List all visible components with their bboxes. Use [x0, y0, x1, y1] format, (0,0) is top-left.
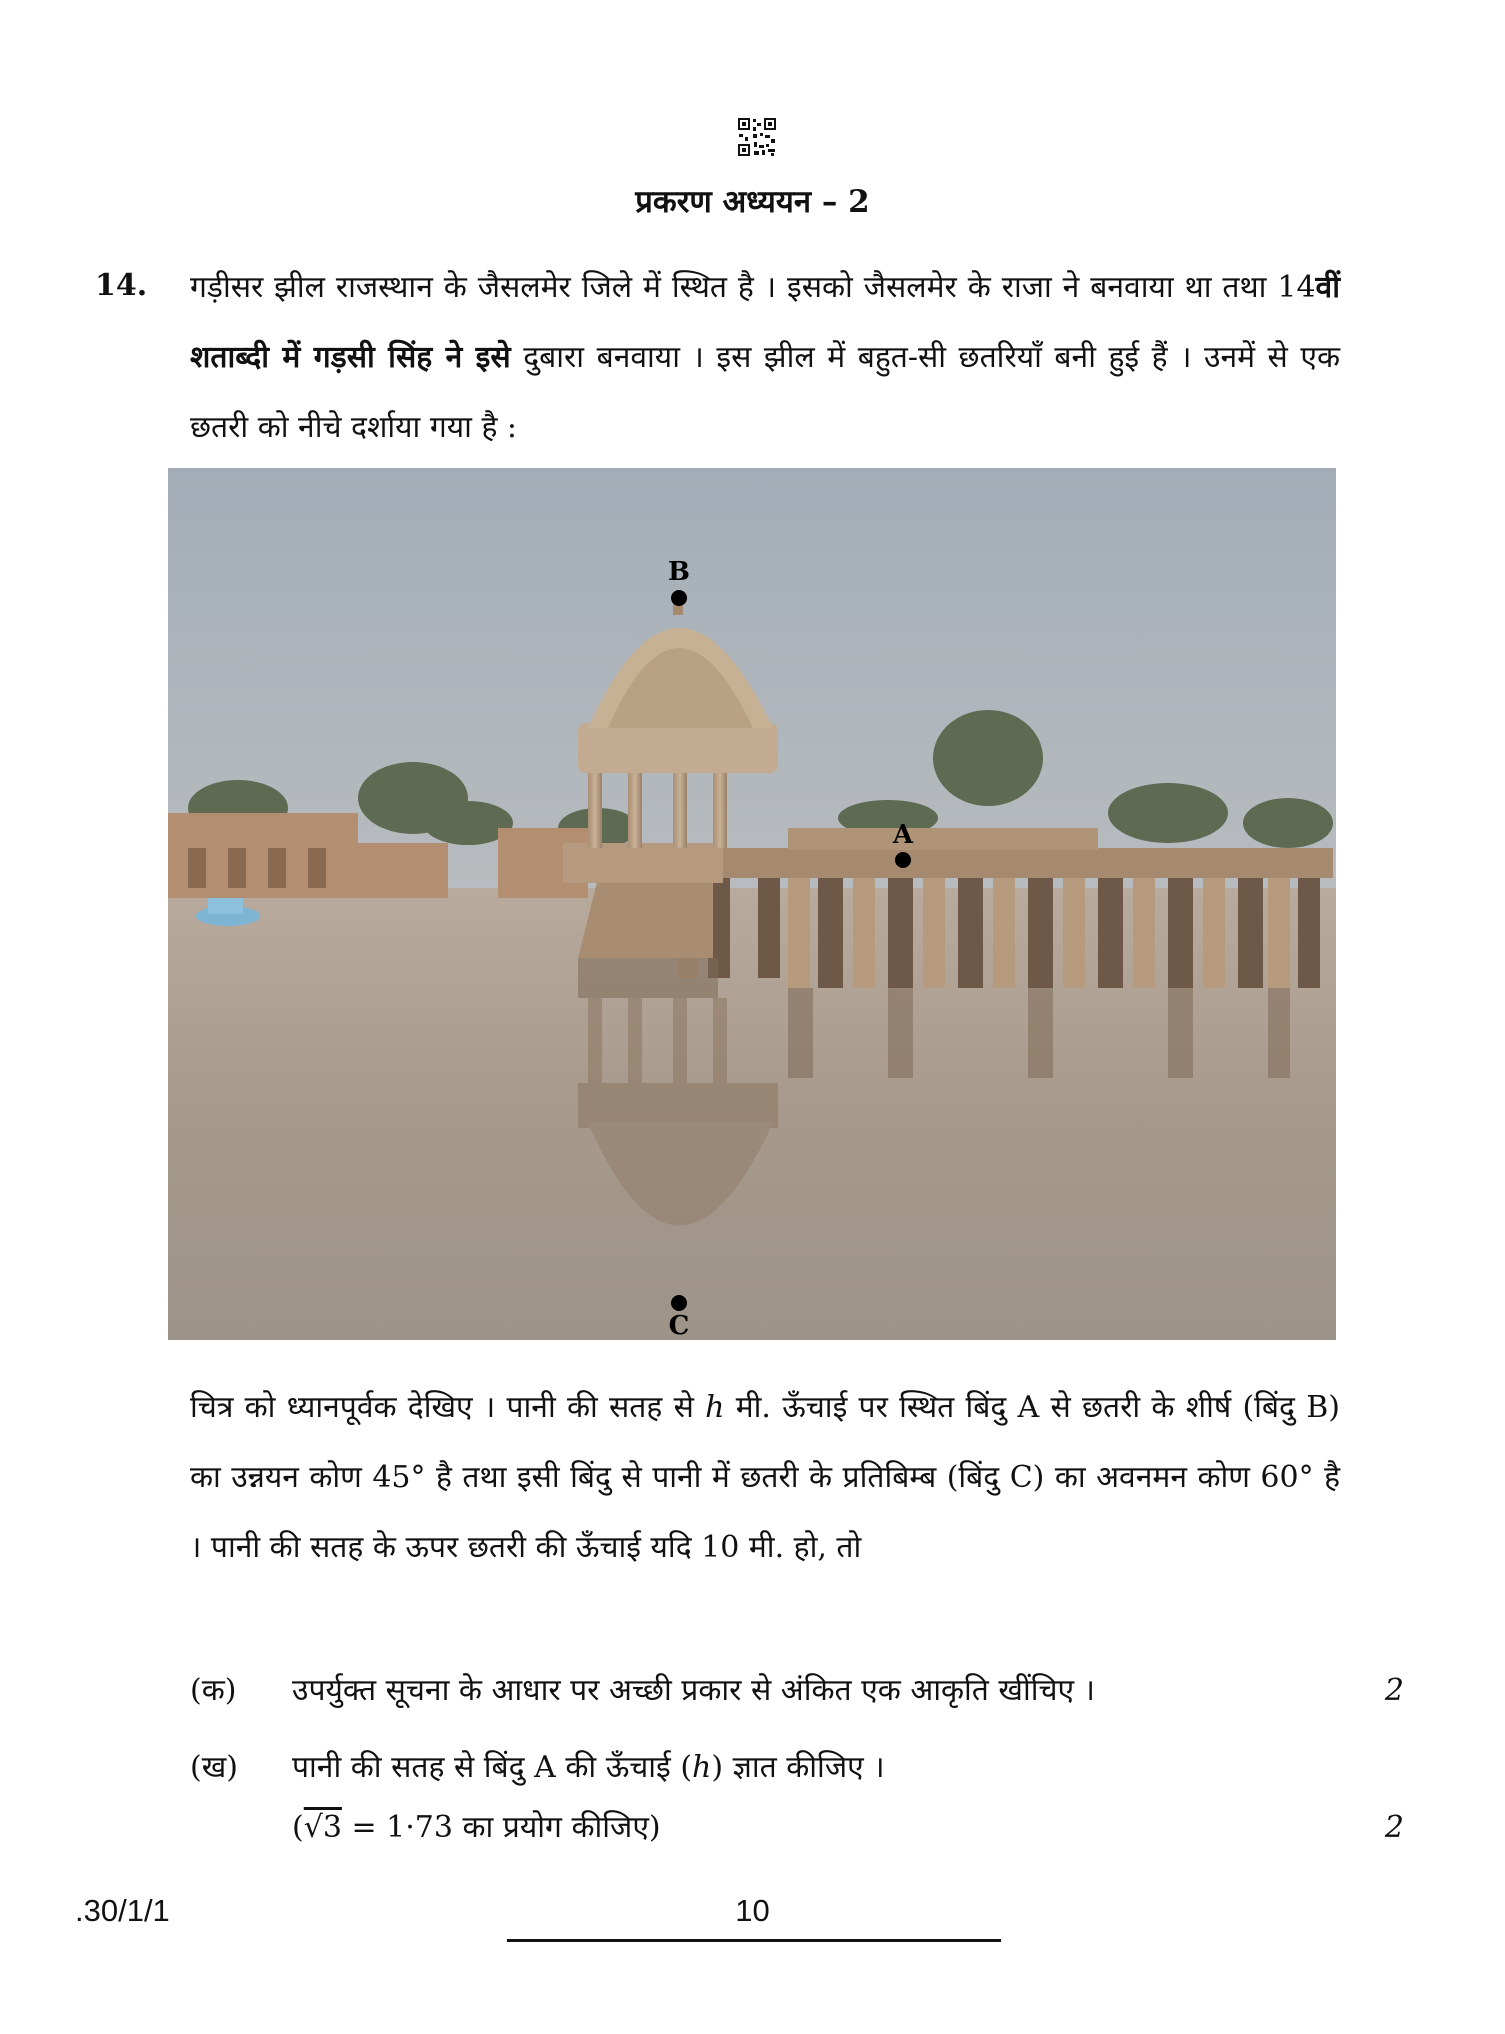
body-text-2: मी. ऊँचाई पर स्थित बिंदु A से छतरी के शीर्ष (बिंदु B) का उन्नयन कोण 45° है तथा इसी बिंदु से पानी में छतरी के प्रतिबिम्ब (बिंदु C) का अवनमन कोण 60° है । पानी की सतह के ऊपर छतरी की ऊँचाई यदि 10 मी. हो, तो — [190, 1390, 1340, 1565]
part-kha-label: (ख) — [190, 1750, 238, 1785]
body-variable-h: h — [705, 1390, 725, 1425]
question-number: 14. — [95, 268, 148, 303]
paper-code: .30/1/1 — [75, 1893, 170, 1928]
part-kha-text-a: पानी की सतह से बिंदु A की ऊँचाई ( — [292, 1750, 693, 1785]
question-intro — [190, 253, 1340, 463]
point-label-a: A — [892, 820, 914, 850]
chhatri-photo — [168, 468, 1336, 1340]
question-body — [190, 1373, 1340, 1583]
part-ka-label: (क) — [190, 1673, 237, 1708]
footer-rule — [507, 1939, 1001, 1942]
point-label-b: B — [668, 557, 690, 587]
hint-open: ( — [292, 1810, 304, 1845]
body-text-1: चित्र को ध्यानपूर्वक देखिए । पानी की सतह से — [190, 1390, 706, 1425]
part-kha-text — [292, 1743, 885, 1793]
part-kha-hint — [292, 1803, 661, 1853]
hint-rest: = 1·73 का प्रयोग कीजिए) — [341, 1810, 661, 1845]
case-study-title: प्रकरण अध्ययन – 2 — [635, 184, 870, 220]
page-number: 10 — [735, 1893, 770, 1928]
part-kha-text-b: ) ज्ञात कीजिए । — [711, 1750, 885, 1785]
hint-sqrt: √3 — [303, 1810, 342, 1845]
part-ka-text: उपर्युक्त सूचना के आधार पर अच्छी प्रकार से अंकित एक आकृति खींचिए । — [292, 1673, 1096, 1708]
part-kha-variable-h: h — [692, 1750, 712, 1785]
part-kha-marks: 2 — [1384, 1810, 1404, 1845]
intro-text-1: गड़ीसर झील राजस्थान के जैसलमेर जिले में स्थित है । इसको जैसलमेर के राजा ने बनवाया था तथा 14 — [190, 270, 1316, 305]
intro-text-2: दुबारा बनवाया । इस झील में बहुत-सी छतरियाँ बनी हुई हैं । उनमें से एक छतरी को नीचे दर्शाया गया है : — [190, 340, 1340, 445]
point-label-c: C — [668, 1311, 690, 1340]
qr-code-icon — [737, 117, 777, 157]
intro-text-bold: वीं शताब्दी में गड़सी सिंह ने इसे — [190, 270, 1340, 375]
part-ka-marks: 2 — [1384, 1673, 1404, 1708]
